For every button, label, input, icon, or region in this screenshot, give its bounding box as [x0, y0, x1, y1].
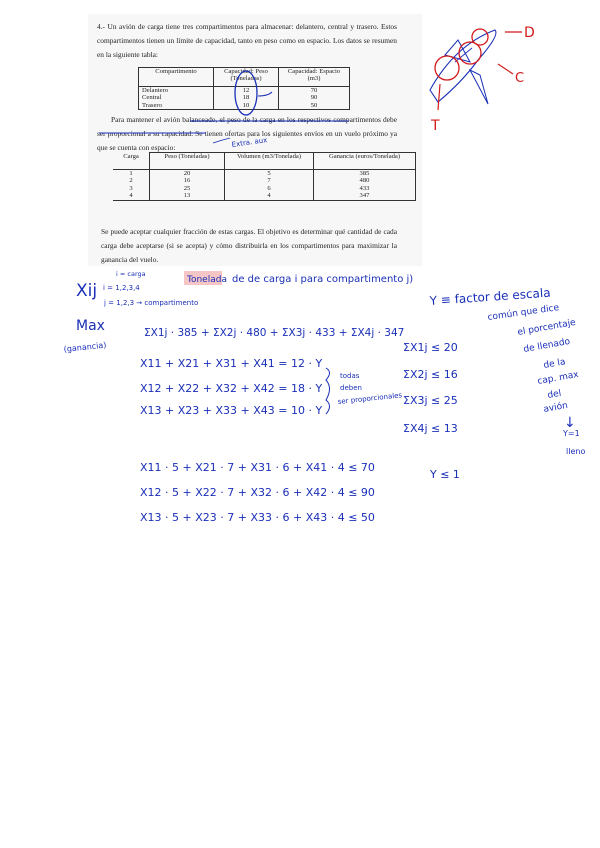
variable-symbol: Xij	[76, 281, 98, 301]
problem-intro: 4.- Un avión de carga tiene tres compartimentos para almacenar: delantero, central y trasero. Estos compartimentos tienen un límite de capacidad, tanto en peso como en espacio. Los datos se resumen en la siguiente tabla:	[97, 22, 397, 59]
y-definition: de llenado	[522, 336, 571, 355]
brace-note: deben	[340, 384, 362, 392]
cargo-id: 4	[113, 192, 150, 200]
airplane-sketch-icon	[430, 29, 525, 110]
brace-note: todas	[340, 372, 360, 380]
cargo-profit: 480	[314, 177, 416, 184]
weight-constraint: X12 + X22 + X32 + X42 = 18 · Y	[140, 382, 323, 395]
cargo-profit: 347	[314, 192, 416, 200]
compartment-weight: 18	[214, 94, 279, 101]
handwritten-note: Extra. aux	[231, 136, 268, 149]
weight-constraint: X13 + X23 + X33 + X43 = 10 · Y	[140, 404, 323, 417]
cargo-volume: 6	[225, 185, 314, 192]
table-header: Peso (Toneladas)	[150, 153, 225, 170]
compartment-space: 90	[279, 94, 350, 101]
compartment-name: Delantero	[139, 87, 214, 95]
table-header: Compartimento	[139, 68, 214, 87]
weight-column-circle	[235, 71, 257, 115]
compartment-name: Central	[139, 94, 214, 101]
index-note: i = 1,2,3,4	[103, 284, 140, 292]
cargo-weight: 20	[150, 170, 225, 178]
compartment-weight: 10	[214, 102, 279, 110]
objective-function: ΣX1j · 385 + ΣX2j · 480 + ΣX3j · 433 + ΣX4j · 347	[144, 327, 405, 339]
variable-definition: Tonelada	[187, 275, 227, 285]
y-definition: de la	[542, 357, 567, 371]
brace	[326, 368, 330, 414]
cargo-profit: 433	[314, 185, 416, 192]
annotation-arrow	[258, 92, 272, 96]
variable-definition: de de carga i para compartimento j)	[232, 274, 414, 285]
cargo-weight: 16	[150, 177, 225, 184]
cargo-volume: 4	[225, 192, 314, 200]
cargo-volume: 5	[225, 170, 314, 178]
compartment-weight: 12	[214, 87, 279, 95]
index-note: i = carga	[116, 270, 146, 278]
cargo-sum-constraint: ΣX3j ≤ 25	[403, 394, 458, 407]
cargo-weight: 13	[150, 192, 225, 200]
cargo-sum-constraint: ΣX4j ≤ 13	[403, 422, 458, 435]
space-constraint: X12 · 5 + X22 · 7 + X32 · 6 + X42 · 4 ≤ 90	[140, 486, 375, 499]
y-bound-constraint: Y ≤ 1	[430, 468, 460, 481]
cargo-id: 3	[113, 185, 150, 192]
space-constraint: X13 · 5 + X23 · 7 + X33 · 6 + X43 · 4 ≤ 50	[140, 511, 375, 524]
y-full-note: Y=1	[563, 429, 580, 438]
table-header: Capacidad: Espacio (m3)	[279, 68, 350, 87]
table-header: Volumen (m3/Tonelada)	[225, 153, 314, 170]
sketch-label-d: D	[524, 25, 535, 41]
closing-text: Se puede aceptar cualquier fracción de estas cargas. El objetivo es determinar qué cantidad de cada carga debe aceptarse (si se acepta) y cómo distribuirla en los compartimentos para maximizar la ganancia del vuelo.	[101, 227, 397, 264]
compartment-space: 50	[279, 102, 350, 110]
compartment-space: 70	[279, 87, 350, 95]
down-arrow-icon: ↓	[564, 415, 576, 431]
objective-sublabel: (ganancia)	[63, 340, 107, 354]
cargo-weight: 25	[150, 185, 225, 192]
y-definition: avión	[542, 400, 569, 415]
cargo-volume: 7	[225, 177, 314, 184]
y-definition: el porcentaje	[516, 317, 577, 338]
objective-label: Max	[76, 318, 105, 334]
annotation-arrow	[213, 138, 230, 143]
cargo-id: 1	[113, 170, 150, 178]
compartment-name: Trasero	[139, 102, 214, 110]
balance-text: Para mantener el avión balanceado, el peso de la carga en los respectivos compartimentos debe ser proporcional a su capacidad. Se tienen ofertas para los siguientes envíos en un vuelo próximo ya que se cuenta con espacio:	[97, 115, 397, 152]
brace-note: ser proporcionales	[337, 391, 403, 406]
y-full-note: lleno	[566, 447, 586, 456]
cargo-profit: 385	[314, 170, 416, 178]
cargo-id: 2	[113, 177, 150, 184]
y-definition: del	[546, 388, 563, 401]
sketch-label-t: T	[431, 118, 440, 134]
space-constraint: X11 · 5 + X21 · 7 + X31 · 6 + X41 · 4 ≤ 70	[140, 461, 375, 474]
table-header: Ganancia (euros/Tonelada)	[314, 153, 416, 170]
table-header: Capacidad: Peso (Toneladas)	[214, 68, 279, 87]
cargo-sum-constraint: ΣX1j ≤ 20	[403, 341, 458, 354]
cargo-sum-constraint: ΣX2j ≤ 16	[403, 368, 458, 381]
weight-constraint: X11 + X21 + X31 + X41 = 12 · Y	[140, 357, 323, 370]
y-definition: cap. max	[536, 369, 580, 387]
y-definition: Y ≡ factor de escala	[429, 285, 551, 308]
sketch-label-c: C	[515, 71, 525, 86]
table-header: Carga	[113, 153, 150, 170]
y-definition: común que dice	[487, 303, 560, 323]
index-note: j = 1,2,3 → compartimento	[104, 299, 199, 307]
